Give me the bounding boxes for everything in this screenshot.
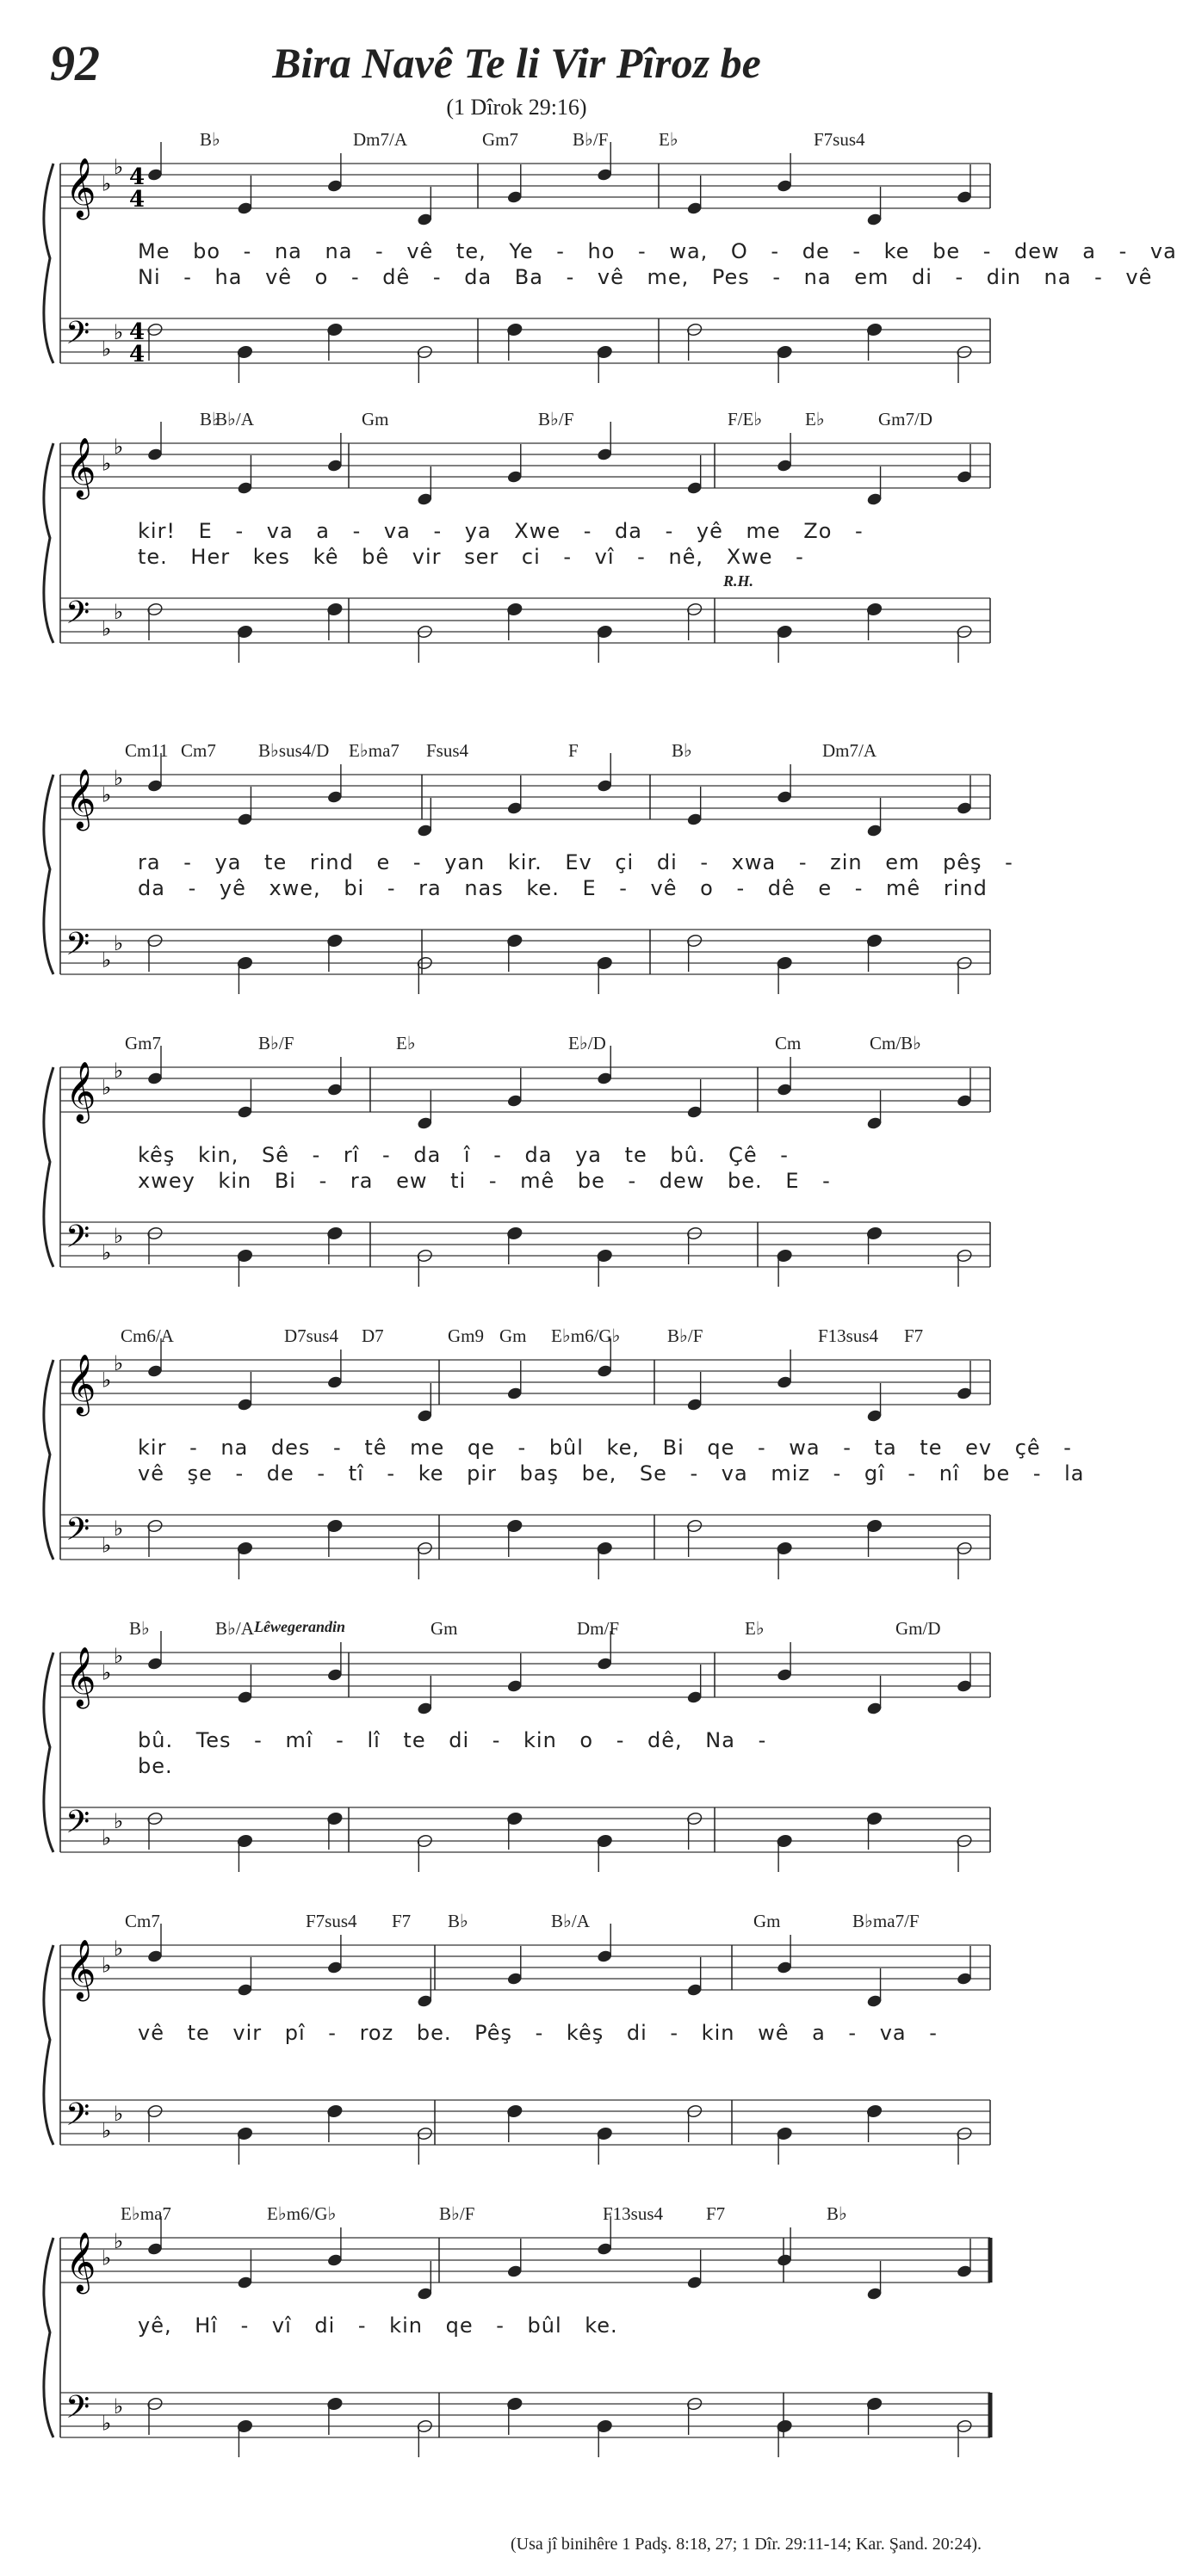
chord-symbol: B♭ma7/F <box>852 1911 920 1931</box>
song-number: 92 <box>50 35 100 91</box>
chord-symbol: B♭/A <box>215 1618 254 1639</box>
flat-icon: ♭ <box>114 1937 124 1961</box>
flat-icon: ♭ <box>114 1351 124 1375</box>
chord-symbol: B♭/F <box>573 129 609 150</box>
chord-symbol: B♭/F <box>258 1033 294 1053</box>
flat-icon: ♭ <box>102 1368 112 1393</box>
flat-icon: ♭ <box>114 2102 124 2126</box>
time-signature: 4 <box>129 342 146 368</box>
chord-symbol: Cm/B♭ <box>870 1033 922 1053</box>
chord-symbol: Fsus4 <box>426 740 469 761</box>
chord-symbol: Dm/F <box>577 1618 620 1639</box>
chord-symbols <box>0 1911 1033 1945</box>
chord-symbol: F7 <box>706 2203 726 2224</box>
chord-symbol: F <box>568 740 579 761</box>
lyric-line-1: yê, Hî - vî di - kin qe - bûl ke. <box>138 2313 618 2338</box>
chord-symbols <box>0 409 1033 443</box>
chord-symbol: B♭ <box>200 129 220 150</box>
chord-symbol: B♭ <box>129 1618 150 1639</box>
flat-icon: ♭ <box>102 2118 112 2143</box>
music-system <box>0 1033 1033 1317</box>
bass-clef-icon: 𝄢 <box>65 595 90 639</box>
flat-icon: ♭ <box>114 766 124 790</box>
flat-icon: ♭ <box>114 1517 124 1541</box>
chord-symbol: B♭ <box>672 740 692 761</box>
chord-symbol: F7sus4 <box>814 129 865 150</box>
chord-symbol: B♭/A <box>551 1911 590 1931</box>
music-system <box>0 129 1177 413</box>
brace <box>44 2238 53 2437</box>
flat-icon: ♭ <box>102 1660 112 1685</box>
treble-clef-icon: 𝄞 <box>65 769 96 829</box>
chord-symbol: E♭m6/G♭ <box>551 1325 621 1346</box>
flat-icon: ♭ <box>114 2229 124 2253</box>
flat-icon: ♭ <box>114 2394 124 2418</box>
chord-symbol: Cm <box>775 1033 802 1053</box>
scripture-reference: (1 Dîrok 29:16) <box>446 95 587 120</box>
chord-symbol: F13sus4 <box>603 2203 664 2224</box>
chord-symbol: Cm6/A <box>121 1325 174 1346</box>
chord-symbol: E♭m6/G♭ <box>267 2203 337 2224</box>
flat-icon: ♭ <box>114 320 124 344</box>
chord-symbol: Gm7 <box>125 1033 161 1053</box>
lyric-line-2: te. Her kes kê bê vir ser ci - vî - nê, Xwe - <box>138 545 804 569</box>
music-system <box>0 1911 1033 2195</box>
chord-symbol: Gm <box>362 409 389 429</box>
lyric-line-1: kêş kin, Sê - rî - da î - da ya te bû. Çê - <box>138 1143 789 1167</box>
chord-symbol: E♭ <box>805 409 825 429</box>
chord-symbol: Cm7 <box>181 740 216 761</box>
music-system <box>0 740 1033 1024</box>
chord-symbol: B♭sus4/D <box>258 740 330 761</box>
lyric-line-1: Me bo - na na - vê te, Ye - ho - wa, O - de - ke be - dew a - va <box>138 239 1177 263</box>
lyric-line-2: be. <box>138 1754 173 1778</box>
treble-clef-icon: 𝄞 <box>65 1061 96 1121</box>
chord-symbol: E♭ <box>659 129 678 150</box>
chord-symbol: Gm7/D <box>878 409 932 429</box>
flat-icon: ♭ <box>114 435 124 459</box>
flat-icon: ♭ <box>102 1240 112 1265</box>
chord-symbol: Cm11 <box>125 740 169 761</box>
flat-icon: ♭ <box>114 155 124 179</box>
chord-symbol: Gm7 <box>482 129 518 150</box>
chord-symbol: E♭/D <box>568 1033 606 1053</box>
time-signature: 4 <box>129 164 146 190</box>
chord-symbol: Gm <box>499 1325 527 1346</box>
bass-clef-icon: 𝄢 <box>65 1804 90 1848</box>
chord-symbol: D7sus4 <box>284 1325 339 1346</box>
time-signature: 4 <box>129 319 146 345</box>
treble-clef-icon: 𝄞 <box>65 437 96 497</box>
lyric-line-2: vê şe - de - tî - ke pir baş be, Se - va miz - gî - nî be - la <box>138 1461 1085 1486</box>
song-title: Bira Navê Te li Vir Pîroz be <box>272 39 761 87</box>
flat-icon: ♭ <box>114 600 124 624</box>
bass-clef-icon: 𝄢 <box>65 926 90 970</box>
music-system <box>0 409 1033 693</box>
chord-symbol: E♭ma7 <box>349 740 400 761</box>
treble-clef-icon: 𝄞 <box>65 1646 96 1707</box>
chord-symbols <box>0 129 1033 164</box>
flat-icon: ♭ <box>102 948 112 973</box>
chord-symbol: F7 <box>904 1325 924 1346</box>
chord-symbol: B♭/F <box>439 2203 475 2224</box>
brace <box>44 1360 53 1560</box>
flat-icon: ♭ <box>114 1809 124 1833</box>
chord-symbol: B♭ <box>827 2203 847 2224</box>
flat-icon: ♭ <box>114 931 124 955</box>
bass-clef-icon: 𝄢 <box>65 1511 90 1555</box>
music-system <box>0 1618 1033 1902</box>
bass-clef-icon: 𝄢 <box>65 1219 90 1263</box>
bass-clef-icon: 𝄢 <box>65 2389 90 2433</box>
chord-symbol: Dm7/A <box>822 740 877 761</box>
bass-clef-icon: 𝄢 <box>65 315 90 359</box>
chord-symbols <box>0 2203 1033 2238</box>
chord-symbol: Gm/D <box>895 1618 941 1639</box>
chord-symbols <box>0 1618 1033 1652</box>
flat-icon: ♭ <box>114 1644 124 1668</box>
flat-icon: ♭ <box>102 2246 112 2270</box>
brace <box>44 443 53 643</box>
lyric-line-1: ra - ya te rind e - yan kir. Ev çi di - xwa - zin em pêş - <box>138 850 1013 874</box>
chord-symbol: Gm <box>431 1618 458 1639</box>
treble-clef-icon: 𝄞 <box>65 1939 96 1999</box>
brace <box>44 775 53 974</box>
chord-symbol: Gm9 <box>448 1325 484 1346</box>
lyric-line-2: xwey kin Bi - ra ew ti - mê be - dew be. E - <box>138 1169 831 1193</box>
chord-symbol: F13sus4 <box>818 1325 879 1346</box>
chord-symbols <box>0 1325 1033 1360</box>
lyric-line-2: da - yê xwe, bi - ra nas ke. E - vê o - dê e - mê rind <box>138 876 988 900</box>
chord-symbol: E♭ <box>396 1033 416 1053</box>
performance-marking: Lêwegerandin <box>254 1618 345 1635</box>
chord-symbol: B♭ <box>200 409 220 429</box>
flat-icon: ♭ <box>102 171 112 196</box>
treble-clef-icon: 𝄞 <box>65 158 96 218</box>
lyric-line-1: kir - na des - tê me qe - bûl ke, Bi qe - wa - ta te ev çê - <box>138 1436 1072 1460</box>
chord-symbol: Dm7/A <box>353 129 407 150</box>
performance-marking: R.H. <box>723 572 754 590</box>
footnote: (Usa jî binihêre 1 Padş. 8:18, 27; 1 Dîr. 29:11-14; Kar. Şand. 20:24). <box>511 2535 982 2554</box>
lyric-line-1: vê te vir pî - roz be. Pêş - kêş di - kin wê a - va - <box>138 2021 938 2045</box>
treble-clef-icon: 𝄞 <box>65 1354 96 1414</box>
flat-icon: ♭ <box>102 451 112 476</box>
lyric-line-2: Ni - ha vê o - dê - da Ba - vê me, Pes - na em di - din na - vê <box>138 265 1153 289</box>
flat-icon: ♭ <box>102 1953 112 1978</box>
chord-symbol: D7 <box>362 1325 384 1346</box>
flat-icon: ♭ <box>102 2411 112 2436</box>
treble-clef-icon: 𝄞 <box>65 2232 96 2292</box>
music-system <box>0 1325 1085 1609</box>
chord-symbol: E♭ma7 <box>121 2203 171 2224</box>
lyric-line-1: kir! E - va a - va - ya Xwe - da - yê me Zo - <box>138 519 864 543</box>
brace <box>44 1652 53 1852</box>
chord-symbol: B♭/F <box>667 1325 703 1346</box>
chord-symbol: B♭/F <box>538 409 574 429</box>
brace <box>44 1945 53 2145</box>
flat-icon: ♭ <box>102 616 112 641</box>
chord-symbol: Cm7 <box>125 1911 160 1931</box>
chord-symbols <box>0 1033 1033 1067</box>
brace <box>44 164 53 363</box>
music-system <box>0 2203 1033 2487</box>
staff-system <box>0 1911 1033 2195</box>
bass-clef-icon: 𝄢 <box>65 2097 90 2140</box>
chord-symbol: Gm <box>753 1911 781 1931</box>
chord-symbol: B♭ <box>448 1911 468 1931</box>
flat-icon: ♭ <box>102 782 112 807</box>
flat-icon: ♭ <box>114 1059 124 1083</box>
flat-icon: ♭ <box>102 1533 112 1558</box>
chord-symbol: F7sus4 <box>306 1911 357 1931</box>
flat-icon: ♭ <box>102 1075 112 1100</box>
time-signature: 4 <box>129 187 146 213</box>
chord-symbol: E♭ <box>745 1618 765 1639</box>
staff-system <box>0 2203 1033 2487</box>
chord-symbols <box>0 740 1033 775</box>
chord-symbol: F7 <box>392 1911 412 1931</box>
brace <box>44 1067 53 1267</box>
chord-symbol: B♭/A <box>215 409 254 429</box>
lyric-line-1: bû. Tes - mî - lî te di - kin o - dê, Na - <box>138 1728 767 1752</box>
flat-icon: ♭ <box>114 1224 124 1248</box>
flat-icon: ♭ <box>102 1825 112 1850</box>
chord-symbol: F/E♭ <box>728 409 763 429</box>
flat-icon: ♭ <box>102 337 112 361</box>
